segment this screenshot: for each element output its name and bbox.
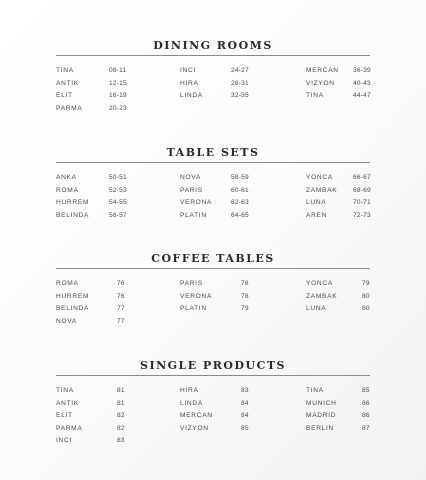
item-pages: 80 bbox=[362, 292, 370, 300]
item-pages: 76 bbox=[117, 280, 125, 287]
item-name: VERONA bbox=[180, 199, 213, 207]
item-pages: 62-63 bbox=[231, 199, 249, 207]
section-divider bbox=[56, 162, 370, 163]
item-name: ZAMBAK bbox=[306, 292, 338, 300]
item-name: TINA bbox=[306, 92, 324, 100]
item-name: VIZYON bbox=[306, 79, 335, 87]
item-name: BERLIN bbox=[306, 424, 335, 432]
item-name: LUNA bbox=[306, 199, 327, 207]
item-name: TINA bbox=[56, 67, 74, 74]
item-pages: 40-43 bbox=[353, 79, 371, 87]
item-pages: 32-35 bbox=[231, 92, 249, 100]
item-pages: 24-27 bbox=[231, 67, 249, 74]
item-pages: 12-15 bbox=[109, 79, 127, 87]
item-name: ANKA bbox=[56, 174, 77, 181]
item-name: TINA bbox=[56, 387, 74, 394]
section-title: TABLE SETS bbox=[166, 146, 260, 159]
item-pages: 77 bbox=[117, 305, 125, 313]
item-name: ZAMBAK bbox=[306, 186, 338, 194]
item-name: HURREM bbox=[56, 292, 90, 300]
item-name: PARMA bbox=[56, 104, 83, 112]
item-name: INCI bbox=[180, 67, 196, 74]
item-name: PLATIN bbox=[180, 211, 207, 219]
item-name: BELINDA bbox=[56, 211, 90, 219]
section-divider bbox=[56, 375, 370, 376]
item-pages: 81 bbox=[117, 387, 125, 394]
item-name: MUNICH bbox=[306, 399, 337, 407]
item-name: ELIT bbox=[56, 92, 73, 100]
item-name: PARIS bbox=[180, 186, 203, 194]
item-name: YONCA bbox=[306, 280, 333, 287]
item-pages: 58-59 bbox=[231, 174, 249, 181]
item-pages: 82 bbox=[117, 424, 125, 432]
item-name: VIZYON bbox=[180, 424, 209, 432]
item-pages: 79 bbox=[241, 305, 249, 313]
item-name: ROMA bbox=[56, 280, 79, 287]
item-pages: 80 bbox=[362, 305, 370, 313]
section-divider bbox=[56, 55, 370, 56]
item-pages: 60-61 bbox=[231, 186, 249, 194]
item-pages: 86 bbox=[362, 412, 370, 420]
item-pages: 79 bbox=[362, 280, 370, 287]
item-pages: 86 bbox=[362, 399, 370, 407]
item-pages: 70-71 bbox=[353, 199, 371, 207]
item-pages: 52-53 bbox=[109, 186, 127, 194]
item-name: AREN bbox=[306, 211, 328, 219]
item-name: NOVA bbox=[180, 174, 201, 181]
item-name: PARMA bbox=[56, 424, 83, 432]
item-name: LINDA bbox=[180, 399, 203, 407]
item-pages: 84 bbox=[241, 412, 249, 420]
item-name: BELINDA bbox=[56, 305, 90, 313]
item-name: HIRA bbox=[180, 387, 199, 394]
item-name: HURREM bbox=[56, 199, 90, 207]
item-name: ANTIK bbox=[56, 79, 79, 87]
item-pages: 50-51 bbox=[109, 174, 127, 181]
item-name: MERCAN bbox=[180, 412, 213, 420]
item-name: HIRA bbox=[180, 79, 199, 87]
item-pages: 85 bbox=[241, 424, 249, 432]
item-pages: 56-57 bbox=[109, 211, 127, 219]
item-pages: 72-73 bbox=[353, 211, 371, 219]
item-pages: 08-11 bbox=[109, 67, 127, 74]
item-pages: 76 bbox=[117, 292, 125, 300]
item-name: VERONA bbox=[180, 292, 213, 300]
item-name: TINA bbox=[306, 387, 324, 394]
item-name: ANTIK bbox=[56, 399, 79, 407]
item-pages: 36-39 bbox=[353, 67, 371, 74]
section-title: COFFEE TABLES bbox=[151, 252, 275, 265]
item-name: PARIS bbox=[180, 280, 203, 287]
item-pages: 78 bbox=[241, 292, 249, 300]
item-pages: 68-69 bbox=[353, 186, 371, 194]
item-name: PLATIN bbox=[180, 305, 207, 313]
item-name: ROMA bbox=[56, 186, 79, 194]
item-pages: 82 bbox=[117, 412, 125, 420]
item-name: NOVA bbox=[56, 317, 77, 325]
item-pages: 87 bbox=[362, 424, 370, 432]
item-pages: 16-19 bbox=[109, 92, 127, 100]
item-pages: 64-65 bbox=[231, 211, 249, 219]
item-name: MADRID bbox=[306, 412, 337, 420]
item-pages: 84 bbox=[241, 399, 249, 407]
item-pages: 81 bbox=[117, 399, 125, 407]
item-name: YONCA bbox=[306, 174, 333, 181]
item-pages: 78 bbox=[241, 280, 249, 287]
item-pages: 20-23 bbox=[109, 104, 127, 112]
item-pages: 83 bbox=[241, 387, 249, 394]
item-pages: 83 bbox=[117, 437, 125, 445]
item-name: ELIT bbox=[56, 412, 73, 420]
section-title: SINGLE PRODUCTS bbox=[140, 359, 286, 372]
item-name: LUNA bbox=[306, 305, 327, 313]
item-pages: 66-67 bbox=[353, 174, 371, 181]
item-pages: 54-55 bbox=[109, 199, 127, 207]
section-title: DINING ROOMS bbox=[153, 39, 273, 52]
item-name: LINDA bbox=[180, 92, 203, 100]
item-pages: 85 bbox=[362, 387, 370, 394]
section-divider bbox=[56, 268, 370, 269]
item-name: MERCAN bbox=[306, 67, 339, 74]
item-name: INCI bbox=[56, 437, 72, 445]
item-pages: 44-47 bbox=[353, 92, 371, 100]
item-pages: 28-31 bbox=[231, 79, 249, 87]
item-pages: 77 bbox=[117, 317, 125, 325]
